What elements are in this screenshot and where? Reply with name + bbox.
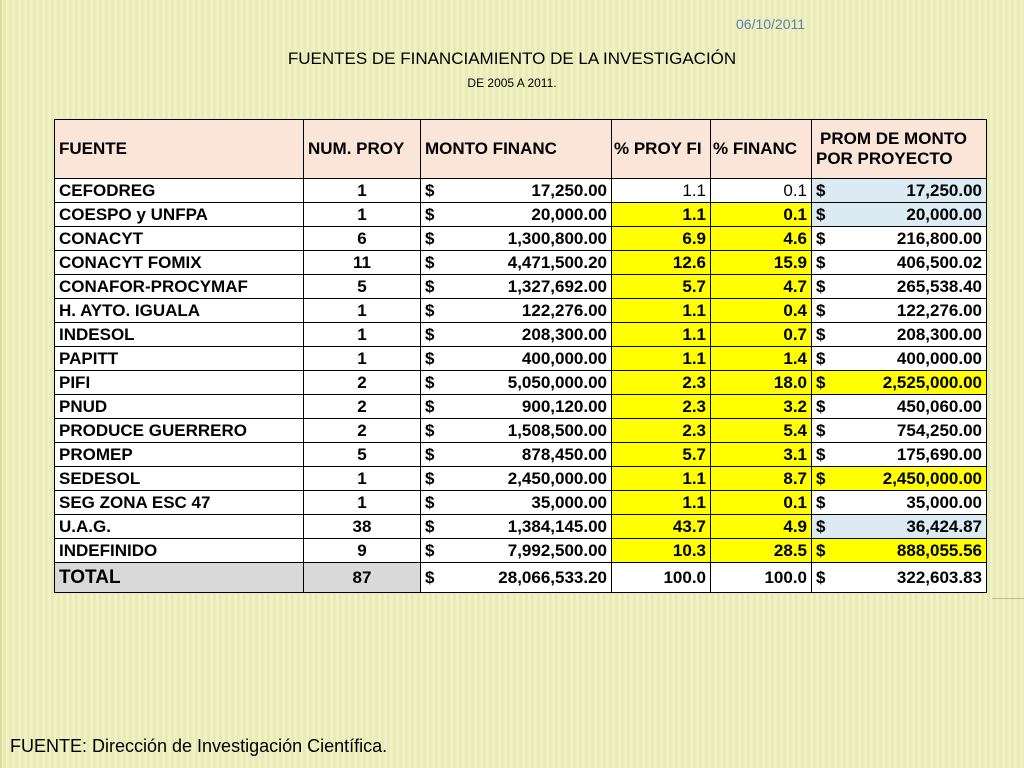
currency-symbol: $ xyxy=(816,349,826,368)
prom-cell xyxy=(812,563,987,593)
amount-value: 450,060.00 xyxy=(896,397,982,416)
amount-value: 36,424.87 xyxy=(906,517,982,536)
decorative-line xyxy=(992,598,1024,599)
pct-financ-cell: 5.4 xyxy=(711,419,812,443)
num-proy-cell: 2 xyxy=(304,395,421,419)
currency-symbol: $ xyxy=(425,181,435,200)
table-row xyxy=(55,275,987,299)
amount-value: 35,000.00 xyxy=(531,493,607,512)
table-row xyxy=(55,251,987,275)
fuente-cell: INDESOL xyxy=(55,323,304,347)
monto-cell xyxy=(421,275,612,299)
monto-cell xyxy=(421,347,612,371)
amount-value: 1,327,692.00 xyxy=(507,277,607,296)
table-row xyxy=(55,179,987,203)
pct-proy-cell: 1.1 xyxy=(612,467,711,491)
col-header-pct-proy: % PROY FI xyxy=(612,120,711,179)
pct-financ-cell: 0.4 xyxy=(711,299,812,323)
source-note: FUENTE: Dirección de Investigación Científica. xyxy=(10,736,388,756)
slide-title: FUENTES DE FINANCIAMIENTO DE LA INVESTIGACIÓN xyxy=(287,49,737,68)
num-proy-cell: 1 xyxy=(304,299,421,323)
currency-symbol: $ xyxy=(425,229,435,248)
amount-value: 122,276.00 xyxy=(521,301,607,320)
total-label: TOTAL xyxy=(55,563,304,593)
currency-symbol: $ xyxy=(816,301,826,320)
pct-financ-cell: 3.1 xyxy=(711,443,812,467)
fuente-cell: INDEFINIDO xyxy=(55,539,304,563)
amount-value: 5,050,000.00 xyxy=(507,373,607,392)
currency-symbol: $ xyxy=(425,253,435,272)
pct-financ-cell: 18.0 xyxy=(711,371,812,395)
num-proy-cell: 9 xyxy=(304,539,421,563)
prom-cell xyxy=(812,251,987,275)
pct-financ-cell: 0.1 xyxy=(711,203,812,227)
pct-financ-cell: 8.7 xyxy=(711,467,812,491)
amount-value: 2,450,000.00 xyxy=(507,469,607,488)
amount-value: 400,000.00 xyxy=(521,349,607,368)
currency-symbol: $ xyxy=(425,445,435,464)
pct-proy-cell: 1.1 xyxy=(612,299,711,323)
prom-cell xyxy=(812,443,987,467)
table-row xyxy=(55,371,987,395)
currency-symbol: $ xyxy=(816,277,826,296)
prom-cell xyxy=(812,179,987,203)
monto-cell xyxy=(421,299,612,323)
fuente-cell: CEFODREG xyxy=(55,179,304,203)
currency-symbol: $ xyxy=(816,469,826,488)
currency-symbol: $ xyxy=(816,568,826,587)
pct-financ-cell: 0.7 xyxy=(711,323,812,347)
num-proy-cell: 2 xyxy=(304,419,421,443)
pct-financ-cell: 15.9 xyxy=(711,251,812,275)
monto-cell xyxy=(421,371,612,395)
currency-symbol: $ xyxy=(816,445,826,464)
prom-cell xyxy=(812,203,987,227)
amount-value: 754,250.00 xyxy=(896,421,982,440)
currency-symbol: $ xyxy=(816,493,826,512)
currency-symbol: $ xyxy=(425,469,435,488)
amount-value: 7,992,500.00 xyxy=(507,541,607,560)
amount-value: 4,471,500.20 xyxy=(507,253,607,272)
pct-proy-cell: 1.1 xyxy=(612,347,711,371)
table-row xyxy=(55,203,987,227)
monto-cell xyxy=(421,323,612,347)
amount-value: 878,450.00 xyxy=(521,445,607,464)
col-header-prom-line2: POR PROYECTO xyxy=(816,149,953,168)
currency-symbol: $ xyxy=(816,181,826,200)
currency-symbol: $ xyxy=(816,325,826,344)
amount-value: 265,538.40 xyxy=(896,277,982,296)
pct-financ-cell: 28.5 xyxy=(711,539,812,563)
pct-proy-cell: 1.1 xyxy=(612,491,711,515)
pct-financ-cell: 0.1 xyxy=(711,491,812,515)
currency-symbol: $ xyxy=(425,568,435,587)
num-proy-cell: 1 xyxy=(304,467,421,491)
table-row xyxy=(55,395,987,419)
num-proy-cell: 6 xyxy=(304,227,421,251)
monto-cell xyxy=(421,179,612,203)
prom-cell xyxy=(812,275,987,299)
monto-cell xyxy=(421,395,612,419)
monto-cell xyxy=(421,227,612,251)
col-header-prom-monto xyxy=(812,120,987,179)
prom-cell xyxy=(812,227,987,251)
fuente-cell: CONAFOR-PROCYMAF xyxy=(55,275,304,299)
currency-symbol: $ xyxy=(816,253,826,272)
prom-cell xyxy=(812,371,987,395)
num-proy-cell: 1 xyxy=(304,347,421,371)
table-row xyxy=(55,491,987,515)
num-proy-cell: 5 xyxy=(304,275,421,299)
amount-value: 322,603.83 xyxy=(896,568,982,587)
fuente-cell: SEG ZONA ESC 47 xyxy=(55,491,304,515)
total-num-proy: 87 xyxy=(304,563,421,593)
amount-value: 20,000.00 xyxy=(906,205,982,224)
pct-proy-cell: 6.9 xyxy=(612,227,711,251)
fuente-cell: SEDESOL xyxy=(55,467,304,491)
amount-value: 208,300.00 xyxy=(896,325,982,344)
amount-value: 122,276.00 xyxy=(896,301,982,320)
currency-symbol: $ xyxy=(816,205,826,224)
amount-value: 216,800.00 xyxy=(896,229,982,248)
table-row xyxy=(55,443,987,467)
monto-cell xyxy=(421,443,612,467)
currency-symbol: $ xyxy=(816,517,826,536)
pct-proy-cell: 43.7 xyxy=(612,515,711,539)
prom-cell xyxy=(812,347,987,371)
num-proy-cell: 1 xyxy=(304,203,421,227)
amount-value: 208,300.00 xyxy=(521,325,607,344)
amount-value: 900,120.00 xyxy=(521,397,607,416)
pct-proy-cell: 5.7 xyxy=(612,443,711,467)
monto-cell xyxy=(421,203,612,227)
table-row xyxy=(55,299,987,323)
pct-proy-cell: 2.3 xyxy=(612,371,711,395)
currency-symbol: $ xyxy=(425,349,435,368)
fuente-cell: PROMEP xyxy=(55,443,304,467)
table-row xyxy=(55,347,987,371)
prom-cell xyxy=(812,419,987,443)
fuente-cell: PRODUCE GUERRERO xyxy=(55,419,304,443)
amount-value: 406,500.02 xyxy=(896,253,982,272)
pct-proy-cell: 5.7 xyxy=(612,275,711,299)
prom-cell xyxy=(812,467,987,491)
pct-proy-cell: 2.3 xyxy=(612,395,711,419)
pct-financ-cell: 4.7 xyxy=(711,275,812,299)
funding-table xyxy=(54,119,987,593)
col-header-num-proy: NUM. PROY xyxy=(304,120,421,179)
monto-cell xyxy=(421,467,612,491)
num-proy-cell: 11 xyxy=(304,251,421,275)
currency-symbol: $ xyxy=(816,397,826,416)
col-header-fuente: FUENTE xyxy=(55,120,304,179)
currency-symbol: $ xyxy=(816,541,826,560)
pct-proy-cell: 10.3 xyxy=(612,539,711,563)
fuente-cell: CONACYT FOMIX xyxy=(55,251,304,275)
slide-date: 06/10/2011 xyxy=(736,16,806,32)
num-proy-cell: 1 xyxy=(304,179,421,203)
fuente-cell: U.A.G. xyxy=(55,515,304,539)
amount-value: 20,000.00 xyxy=(531,205,607,224)
fuente-cell: CONACYT xyxy=(55,227,304,251)
amount-value: 888,055.56 xyxy=(896,541,982,560)
amount-value: 175,690.00 xyxy=(896,445,982,464)
total-row xyxy=(55,563,987,593)
pct-proy-cell: 1.1 xyxy=(612,323,711,347)
prom-cell xyxy=(812,539,987,563)
monto-cell xyxy=(421,491,612,515)
currency-symbol: $ xyxy=(425,277,435,296)
amount-value: 28,066,533.20 xyxy=(498,568,607,587)
pct-financ-cell: 1.4 xyxy=(711,347,812,371)
currency-symbol: $ xyxy=(425,397,435,416)
amount-value: 2,450,000.00 xyxy=(882,469,982,488)
num-proy-cell: 5 xyxy=(304,443,421,467)
col-header-pct-financ: % FINANC xyxy=(711,120,812,179)
monto-cell xyxy=(421,563,612,593)
amount-value: 17,250.00 xyxy=(906,181,982,200)
currency-symbol: $ xyxy=(425,541,435,560)
currency-symbol: $ xyxy=(425,493,435,512)
table-row xyxy=(55,227,987,251)
prom-cell xyxy=(812,299,987,323)
pct-proy-cell: 1.1 xyxy=(612,203,711,227)
num-proy-cell: 1 xyxy=(304,491,421,515)
fuente-cell: PIFI xyxy=(55,371,304,395)
prom-cell xyxy=(812,395,987,419)
col-header-prom-line1: PROM DE MONTO xyxy=(820,129,968,148)
prom-cell xyxy=(812,515,987,539)
amount-value: 1,384,145.00 xyxy=(507,517,607,536)
monto-cell xyxy=(421,419,612,443)
monto-cell xyxy=(421,539,612,563)
amount-value: 2,525,000.00 xyxy=(882,373,982,392)
fuente-cell: COESPO y UNFPA xyxy=(55,203,304,227)
pct-financ-cell: 0.1 xyxy=(711,179,812,203)
table-header-row xyxy=(55,120,987,179)
pct-financ-cell: 3.2 xyxy=(711,395,812,419)
currency-symbol: $ xyxy=(425,421,435,440)
fuente-cell: H. AYTO. IGUALA xyxy=(55,299,304,323)
pct-proy-cell: 1.1 xyxy=(612,179,711,203)
currency-symbol: $ xyxy=(425,325,435,344)
fuente-cell: PAPITT xyxy=(55,347,304,371)
currency-symbol: $ xyxy=(425,517,435,536)
amount-value: 35,000.00 xyxy=(906,493,982,512)
num-proy-cell: 1 xyxy=(304,323,421,347)
amount-value: 17,250.00 xyxy=(531,181,607,200)
currency-symbol: $ xyxy=(425,301,435,320)
currency-symbol: $ xyxy=(816,421,826,440)
pct-proy-cell: 2.3 xyxy=(612,419,711,443)
currency-symbol: $ xyxy=(816,229,826,248)
pct-financ-cell: 4.6 xyxy=(711,227,812,251)
currency-symbol: $ xyxy=(425,205,435,224)
table-row xyxy=(55,419,987,443)
total-pct-proy: 100.0 xyxy=(612,563,711,593)
currency-symbol: $ xyxy=(816,373,826,392)
prom-cell xyxy=(812,323,987,347)
slide-subtitle: DE 2005 A 2011. xyxy=(467,76,557,90)
amount-value: 1,508,500.00 xyxy=(507,421,607,440)
table-row xyxy=(55,467,987,491)
num-proy-cell: 2 xyxy=(304,371,421,395)
slide-left-edge xyxy=(0,0,2,768)
amount-value: 1,300,800.00 xyxy=(507,229,607,248)
pct-financ-cell: 4.9 xyxy=(711,515,812,539)
fuente-cell: PNUD xyxy=(55,395,304,419)
num-proy-cell: 38 xyxy=(304,515,421,539)
col-header-monto-financ: MONTO FINANC xyxy=(421,120,612,179)
currency-symbol: $ xyxy=(425,373,435,392)
total-pct-financ: 100.0 xyxy=(711,563,812,593)
prom-cell xyxy=(812,491,987,515)
table-row xyxy=(55,515,987,539)
amount-value: 400,000.00 xyxy=(896,349,982,368)
pct-proy-cell: 12.6 xyxy=(612,251,711,275)
monto-cell xyxy=(421,251,612,275)
table-row xyxy=(55,539,987,563)
monto-cell xyxy=(421,515,612,539)
table-row xyxy=(55,323,987,347)
